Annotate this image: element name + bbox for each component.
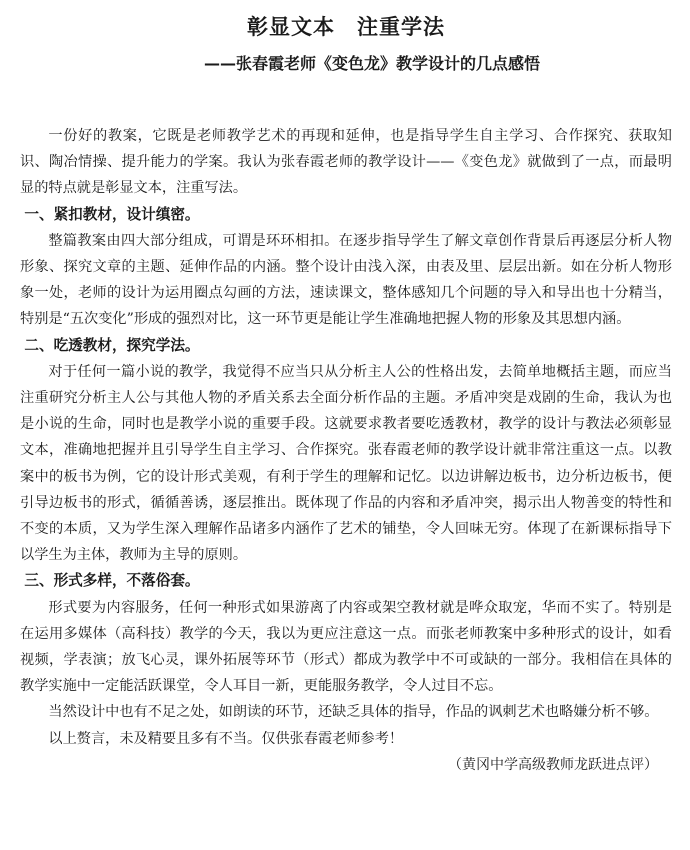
section-heading-3: 三、形式多样，不落俗套。 — [24, 572, 200, 590]
reviewer-signature: （黄冈中学高级教师龙跃进点评） — [448, 756, 658, 773]
section-1-paragraph: 整篇教案由四大部分组成，可谓是环环相扣。在逐步指导学生了解文章创作背景后再逐层分析人物形象、探究文章的主题、延伸作品的内涵。整个设计由浅入深，由表及里、层层出新。如在分析人物形象一处，老师的设计为运用圈点勾画的方法，速读课文，整体感知几个问题的导入和导出也十分精当，特别是“五次变化”形成的强烈对比，这一环节更是能让学生准确地把握人物的形象及其思想内涵。 — [20, 232, 672, 328]
closing-paragraph: 以上赘言，未及精要且多有不当。仅供张春霞老师参考！ — [48, 730, 404, 747]
section-heading-1: 一、紧扣教材，设计缜密。 — [24, 205, 200, 223]
section-heading-2: 二、吃透教材，探究学法。 — [24, 336, 200, 354]
section-2-paragraph: 对于任何一篇小说的教学，我觉得不应当只从分析主人公的性格出发，去简单地概括主题，而应当注重研究分析主人公与其他人物的矛盾关系去全面分析作品的主题。矛盾冲突是戏剧的生命，我认为也是小说的生命，同时也是教学小说的重要手段。这就要求教者要吃透教材，教学的设计与教法必须彰显文本，准确地把握并且引导学生自主学习、合作探究。张春霞老师的教学设计就非常注重这一点。以教案中的板书为例，它的设计形式美观，有利于学生的理解和记忆。以边讲解边板书，边分析边板书，便引导边板书的形式，循循善诱，逐层推出。既体现了作品的内容和矛盾冲突，揭示出人物善变的特性和不变的本质，又为学生深入理解作品诸多内涵作了艺术的铺垫，令人回味无穷。体现了在新课标指导下以学生为主体，教师为主导的原则。 — [20, 363, 672, 564]
section-3-paragraph: 形式要为内容服务，任何一种形式如果游离了内容或架空教材就是哗众取宠，华而不实了。特别是在运用多媒体（高科技）教学的今天，我以为更应注意这一点。而张老师教案中多种形式的设计，如看视频，学表演；放飞心灵，课外拓展等环节（形式）都成为教学中不可或缺的一部分。我相信在具体的教学实施中一定能活跃课堂，令人耳目一新，更能服务教学，令人过目不忘。 — [20, 599, 672, 695]
intro-paragraph: 一份好的教案，它既是老师教学艺术的再现和延伸，也是指导学生自主学习、合作探究、获取知识、陶冶情操、提升能力的学案。我认为张春霞老师的教学设计——《变色龙》就做到了一点，而最明显的特点就是彰显文本，注重写法。 — [20, 128, 672, 197]
document-subtitle: ——张春霞老师《变色龙》教学设计的几点感悟 — [203, 54, 540, 73]
document-body — [20, 123, 672, 778]
shortcoming-paragraph: 当然设计中也有不足之处，如朗读的环节，还缺乏具体的指导，作品的讽刺艺术也略嫌分析不够。 — [48, 704, 659, 721]
document-title: 彰显文本 注重学法 — [247, 15, 445, 39]
